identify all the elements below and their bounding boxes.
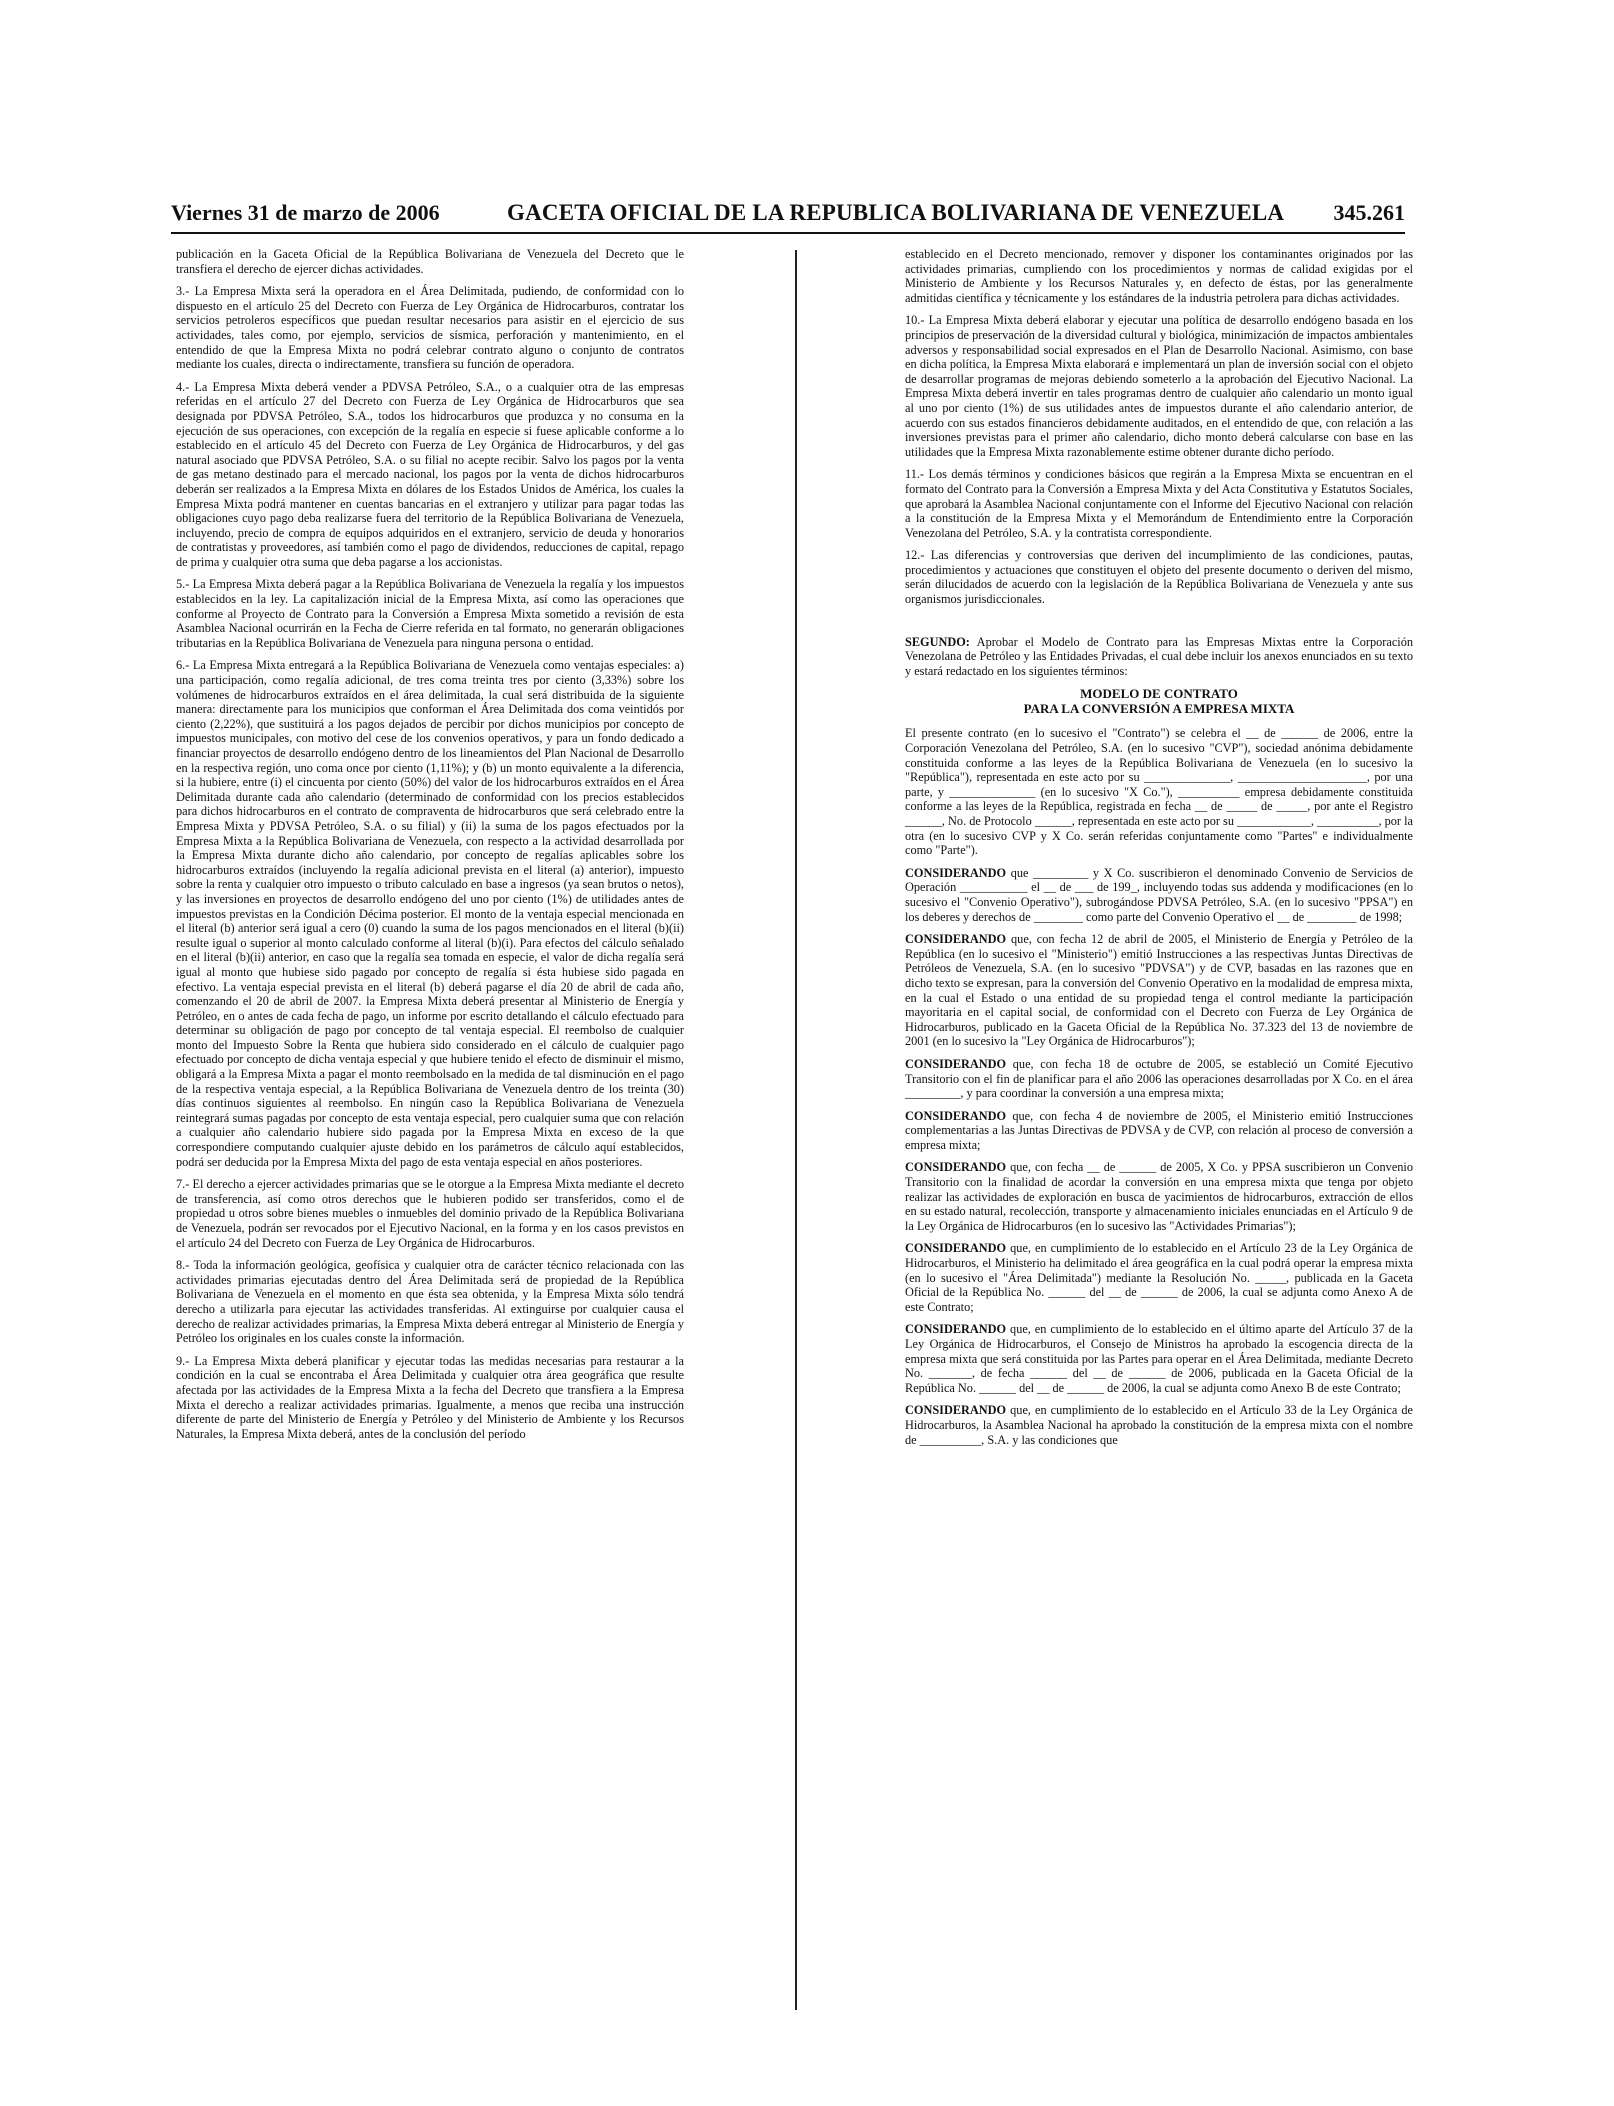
paragraph: 11.- Los demás términos y condiciones básicos que regirán a la Empresa Mixta se encuentran en el formato del Contrato para la Conversión a Empresa Mixta y del Acta Constitutiva y Estatutos Sociales, que aprobará la Asamblea Nacional conjuntamente con el Informe del Ejecutivo Nacional con relación a la constitución de la Empresa Mixta y el Memorándum de Entendimiento entre la Corporación Venezolana del Petróleo, S.A. y la contratista correspondiente.	[905, 467, 1413, 540]
contract-intro: El presente contrato (en lo sucesivo el "Contrato") se celebra el __ de ______ de 2006, entre la Corporación Venezolana del Petróleo, S.A. (en lo sucesivo "CVP"), sociedad anónima debidamente constituida conforme a las leyes de la República Bolivariana de Venezuela (en lo sucesivo la "República"), representada en este acto por su ______________, _____________________, por una parte, y ______________ (en lo sucesivo "X Co."), __________ empresa debidamente constituida conforme a las leyes de la República, registrada en fecha __ de _____ de _____, por ante el Registro ______, No. de Protocolo ______, representada en este acto por su ____________, __________, por la otra (en lo sucesivo CVP y X Co. serán referidas conjuntamente como "Partes" e individualmente como "Parte").	[905, 726, 1413, 858]
considerando-paragraph	[905, 1109, 1413, 1153]
considerando-label: CONSIDERANDO	[905, 1056, 1007, 1071]
considerando-label: CONSIDERANDO	[905, 1403, 1007, 1418]
paragraph: 9.- La Empresa Mixta deberá planificar y ejecutar todas las medidas necesarias para restaurar a la condición en la cual se encontraba el Área Delimitada y cualquier otra área geográfica que resulte afectada por las actividades de la Empresa Mixta a la fecha del Decreto que transfiera a la Empresa Mixta el derecho a realizar actividades primarias. Igualmente, a menos que reciba una instrucción diferente de parte del Ministerio de Energía y Petróleo y del Ministerio de Ambiente y los Recursos Naturales, la Empresa Mixta deberá, antes de la conclusión del período	[176, 1353, 684, 1441]
segundo-paragraph	[905, 635, 1413, 679]
column-divider	[795, 250, 797, 2010]
contract-title-line-2: PARA LA CONVERSIÓN A EMPRESA MIXTA	[1023, 701, 1295, 717]
considerando-paragraph	[905, 1403, 1413, 1447]
paragraph: 3.- La Empresa Mixta será la operadora en el Área Delimitada, pudiendo, de conformidad con lo dispuesto en el artículo 25 del Decreto con Fuerza de Ley Orgánica de Hidrocarburos, contratar los servicios petroleros específicos que puedan resultar necesarios para asistir en el ejercicio de sus actividades, tales como, por ejemplo, servicios de sísmica, perforación y mantenimiento, en el entendido de que la Empresa Mixta no podrá celebrar contrato alguno o conjunto de contratos mediante los cuales, directa o indirectamente, transfiera su función de operadora.	[176, 284, 684, 372]
considerando-paragraph	[905, 1057, 1413, 1101]
paragraph: 12.- Las diferencias y controversias que deriven del incumplimiento de las condiciones, pautas, procedimientos y actuaciones que constituyen el objeto del presente documento o deriven del mismo, serán dilucidados de acuerdo con la legislación de la República Bolivariana de Venezuela y ante sus organismos jurisdiccionales.	[905, 548, 1413, 607]
segundo-label: SEGUNDO:	[905, 634, 970, 649]
paragraph: establecido en el Decreto mencionado, remover y disponer los contaminantes originados por las actividades primarias, cumpliendo con los procedimientos y normas de calidad exigidas por el Ministerio de Ambiente y los Recursos Naturales y, en defecto de éstas, por las generalmente admitidas científica y técnicamente y los estándares de la industria petrolera para dichas actividades.	[905, 247, 1413, 305]
considerando-label: CONSIDERANDO	[905, 932, 1007, 947]
considerando-paragraph	[905, 1160, 1413, 1233]
considerando-text: que, con fecha 18 de octubre de 2005, se estableció un Comité Ejecutivo Transitorio con el fin de planificar para el año 2006 las operaciones desarrolladas por X Co. en el área _________, y para coordinar la conversión a una empresa mixta;	[905, 1056, 1413, 1101]
considerando-text: que, con fecha __ de ______ de 2005, X Co. y PPSA suscribieron un Convenio Transitorio con la finalidad de acordar la conversión en una empresa mixta que tenga por objeto realizar las actividades de exploración en busca de yacimientos de hidrocarburos, extracción de ellos en su estado natural, recolección, transporte y almacenamiento iniciales enunciadas en el Artículo 9 de la Ley Orgánica de Hidrocarburos (en lo sucesivo las "Actividades Primarias");	[905, 1160, 1413, 1233]
paragraph: 10.- La Empresa Mixta deberá elaborar y ejecutar una política de desarrollo endógeno basada en los principios de preservación de la diversidad cultural y biológica, minimización de impactos ambientales adversos y responsabilidad social expresados en el Plan de Desarrollo Nacional. Asimismo, con base en dicha política, la Empresa Mixta elaborará e implementará un plan de inversión social con el objeto de desarrollar programas de mejoras debiendo someterlo a la aprobación del Ejecutivo Nacional. La Empresa Mixta deberá invertir en tales programas dentro de cualquier año calendario un monto igual al uno por ciento (1%) de sus utilidades antes de impuestos durante el año calendario anterior, de acuerdo con sus estados financieros debidamente auditados, en el entendido de que, con relación a las inversiones previstas para el primer año calendario, dicho monto deberá calcularse con base en las utilidades que la Empresa Mixta razonablemente estime obtener durante dicho período.	[905, 313, 1413, 459]
left-column	[176, 247, 684, 1449]
considerando-text: que, en cumplimiento de lo establecido en el Artículo 23 de la Ley Orgánica de Hidrocarburos, el Ministerio ha delimitado el área geográfica en la cual podrá operar la empresa mixta (en lo sucesivo el "Área Delimitada") mediante la Resolución No. _____, publicada en la Gaceta Oficial de la República No. ______ del __ de ______ de 2006, la cual se adjunta como Anexo A de este Contrato;	[905, 1241, 1413, 1314]
paragraph: publicación en la Gaceta Oficial de la República Bolivariana de Venezuela del Decreto que le transfiera el derecho de ejercer dichas actividades.	[176, 247, 684, 276]
considerando-text: que, en cumplimiento de lo establecido en el último aparte del Artículo 37 de la Ley Orgánica de Hidrocarburos, el Consejo de Ministros ha aprobado la escogencia directa de la empresa mixta que será constituida por las Partes para operar en el Área Delimitada, mediante Decreto No. _______, de fecha ______ del __ de ______ de 2006, publicada en la Gaceta Oficial de la República No. ______ del __ de ______ de 2006, la cual se adjunta como Anexo B de este Contrato;	[905, 1322, 1413, 1395]
considerando-label: CONSIDERANDO	[905, 1241, 1007, 1256]
paragraph: 5.- La Empresa Mixta deberá pagar a la República Bolivariana de Venezuela la regalía y los impuestos establecidos en la ley. La capitalización inicial de la Empresa Mixta, así como las operaciones que conforme al Proyecto de Contrato para la Conversión a Empresa Mixta sometido a revisión de esta Asamblea Nacional ocurrirán en la Fecha de Cierre referida en tal formato, no generarán obligaciones tributarias en la República Bolivariana de Venezuela para ninguna persona o entidad.	[176, 577, 684, 650]
paragraph: 7.- El derecho a ejercer actividades primarias que se le otorgue a la Empresa Mixta mediante el decreto de transferencia, así como otros derechos que le hubieren podido ser transferidos, como el de propiedad u otros sobre bienes muebles o inmuebles del dominio privado de la República Bolivariana de Venezuela, podrán ser revocados por el Ejecutivo Nacional, en la forma y en los casos previstos en el artículo 24 del Decreto con Fuerza de Ley Orgánica de Hidrocarburos.	[176, 1177, 684, 1250]
gazette-header	[171, 194, 1405, 234]
considerando-paragraph	[905, 866, 1413, 924]
segundo-text: Aprobar el Modelo de Contrato para las Empresas Mixtas entre la Corporación Venezolana de Petróleo y las Entidades Privadas, el cual debe incluir los anexos enunciados en su texto y estará redactado en los siguientes términos:	[905, 634, 1413, 678]
contract-title-line-1: MODELO DE CONTRATO	[1080, 686, 1238, 702]
right-column	[905, 247, 1413, 1455]
considerando-label: CONSIDERANDO	[905, 1108, 1007, 1123]
paragraph: 8.- Toda la información geológica, geofísica y cualquier otra de carácter técnico relacionada con las actividades primarias ejecutadas dentro del Área Delimitada será de propiedad de la República Bolivariana de Venezuela en el momento en que ésta sea obtenida, y la Empresa Mixta sólo tendrá derecho a utilizarla para ejecutar las actividades transferidas. Al extinguirse por cualquier causa el derecho de realizar actividades primarias, la Empresa Mixta deberá entregar al Ministerio de Energía y Petróleo los originales en los cuales conste la información.	[176, 1258, 684, 1346]
considerando-text: que, con fecha 12 de abril de 2005, el Ministerio de Energía y Petróleo de la República (en lo sucesivo el "Ministerio") emitió Instrucciones a las respectivas Juntas Directivas de Petróleos de Venezuela, S.A. (en lo sucesivo "PDVSA") y de CVP, basadas en las razones que en dicho texto se expresan, para la conversión del Convenio Operativo en la modalidad de empresa mixta, en la cual el Estado o una entidad de su propiedad tenga el control mediante la participación mayoritaria en el capital social, de conformidad con el Decreto con Fuerza de Ley Orgánica de Hidrocarburos, publicado en la Gaceta Oficial de la República No. 37.323 del 13 de noviembre de 2001 (en lo sucesivo la "Ley Orgánica de Hidrocarburos");	[905, 932, 1413, 1049]
considerando-paragraph	[905, 1322, 1413, 1395]
considerando-label: CONSIDERANDO	[905, 1160, 1007, 1175]
gazette-title: GACETA OFICIAL DE LA REPUBLICA BOLIVARIANA DE VENEZUELA	[507, 200, 1285, 225]
considerando-paragraph	[905, 1241, 1413, 1314]
considerando-label: CONSIDERANDO	[905, 1322, 1007, 1337]
considerando-text: que, en cumplimiento de lo establecido en el Artículo 33 de la Ley Orgánica de Hidrocarburos, la Asamblea Nacional ha aprobado la constitución de la empresa mixta con el nombre de __________, S.A. y las condiciones que	[905, 1403, 1413, 1447]
considerando-paragraph	[905, 932, 1413, 1049]
contract-model-title	[905, 686, 1413, 716]
page-number: 345.261	[1333, 200, 1405, 225]
considerando-text: que _________ y X Co. suscribieron el denominado Convenio de Servicios de Operación ___________ el __ de ___ de 199_, incluyendo todas sus addenda y modificaciones (en lo sucesivo el "Convenio Operativo"), subrogándose PDVSA Petróleo, S.A. (en lo sucesivo "PPSA") en los deberes y derechos de ________ como parte del Convenio Operativo el __ de ________ de 1998;	[905, 865, 1413, 924]
considerando-text: que, con fecha 4 de noviembre de 2005, el Ministerio emitió Instrucciones complementarias a las Juntas Directivas de PDVSA y de CVP, con relación al proceso de conversión a empresa mixta;	[905, 1108, 1413, 1152]
considerando-label: CONSIDERANDO	[905, 865, 1007, 880]
paragraph: 4.- La Empresa Mixta deberá vender a PDVSA Petróleo, S.A., o a cualquier otra de las empresas referidas en el artículo 27 del Decreto con Fuerza de Ley Orgánica de Hidrocarburos que sea designada por PDVSA Petróleo, S.A., todos los hidrocarburos que produzca y no consuma en la ejecución de sus operaciones, con excepción de la regalía en especie si fuese aplicable conforme a lo establecido en el artículo 45 del Decreto con Fuerza de Ley Orgánica de Hidrocarburos, y del gas natural asociado que PDVSA Petróleo, S.A. o su filial no acepte recibir. Salvo los pagos por la venta de gas metano destinado para el mercado nacional, los pagos por la venta de dichos hidrocarburos deberán ser realizados a la Empresa Mixta en dólares de los Estados Unidos de América, los cuales la Empresa Mixta podrá mantener en cuentas bancarias en el extranjero y utilizar para pagar todas las obligaciones cuyo pago deba realizarse fuera del territorio de la República Bolivariana de Venezuela, incluyendo, precio de compra de equipos adquiridos en el extranjero, servicio de deuda y honorarios de contratistas y proveedores, así también como el pago de dividendos, reducciones de capital, repago de prima y cualquier otra suma que deba pagarse a los accionistas.	[176, 379, 684, 569]
paragraph: 6.- La Empresa Mixta entregará a la República Bolivariana de Venezuela como ventajas especiales: a) una participación, como regalía adicional, de tres coma treinta tres por ciento (3,33%) sobre los volúmenes de hidrocarburos extraídos en el área delimitada, la cual será distribuida de la siguiente manera: directamente para los municipios que conforman el Área Delimitada dos coma veintidós por ciento (2,22%), que sustituirá a los pagos dejados de percibir por dichos municipios por concepto de impuestos municipales, con motivo del cese de los convenios operativos, y para un fondo dedicado a financiar proyectos de desarrollo endógeno dentro de los lineamientos del Plan Nacional de Desarrollo en la respectiva región, uno coma once por ciento (1,11%); y (b) un monto equivalente a la diferencia, si la hubiere, entre (i) el cincuenta por ciento (50%) del valor de los hidrocarburos extraídos en el Área Delimitada durante cada año calendario (determinado de conformidad con los precios establecidos para dichos hidrocarburos en el contrato de compraventa de hidrocarburos que será celebrado entre la Empresa Mixta y PDVSA Petróleo, S.A. o su filial) y (ii) la suma de los pagos efectuados por la Empresa Mixta a la República Bolivariana de Venezuela, con respecto a la actividad desarrollada por la Empresa Mixta durante dicho año calendario, por concepto de regalías aplicables sobre los hidrocarburos extraídos (incluyendo la regalía adicional prevista en el literal (a) anterior), impuesto sobre la renta y cualquier otro impuesto o tributo calculado en base a ingresos (ya sean brutos o netos), y las inversiones en proyectos de desarrollo endógeno del uno por ciento (1%) de utilidades antes de impuestos previstas en la Condición Décima posterior. El monto de la ventaja especial mencionada en el literal (b) anterior será igual a cero (0) cuando la suma de los pagos mencionados en el literal (b)(ii) resulte igual o superior al monto calculado conforme al literal (b)(i). Para efectos del cálculo señalado en el literal (b)(ii) anterior, en caso que la regalía sea tomada en especie, el valor de dicha regalía será igual al monto que hubiese sido pagado por concepto de regalía si ésta hubiese sido pagada en efectivo. La ventaja especial prevista en el literal (b) deberá pagarse el día 20 de abril de cada año, comenzando el 20 de abril de 2007. la Empresa Mixta deberá presentar al Ministerio de Energía y Petróleo, en o antes de cada fecha de pago, un informe por escrito detallando el cálculo efectuado para determinar su obligación de pago por concepto de tal ventaja especial. El reembolso de cualquier monto del Impuesto Sobre la Renta que hubiera sido considerado en el cálculo de cualquier pago efectuado por concepto de dicha ventaja especial y que hubiere tenido el efecto de disminuir el mismo, obligará a la Empresa Mixta a pagar el monto reembolsado en la medida de tal disminución en el pago de la respectiva ventaja especial, a la República Bolivariana de Venezuela dentro de los treinta (30) días continuos siguientes al reembolso. En ningún caso la República Bolivariana de Venezuela reintegrará sumas pagadas por concepto de esta ventaja especial, pero cualquier suma que con relación a cualquier año calendario hubiere sido pagada por la Empresa Mixta en exceso de la que correspondiere computando cualquier ajuste debido en los parámetros de cálculo aquí establecidos, podrá ser deducida por la Empresa Mixta del pago de esta ventaja especial en años posteriores.	[176, 658, 684, 1169]
issue-date: Viernes 31 de marzo de 2006	[171, 200, 440, 225]
